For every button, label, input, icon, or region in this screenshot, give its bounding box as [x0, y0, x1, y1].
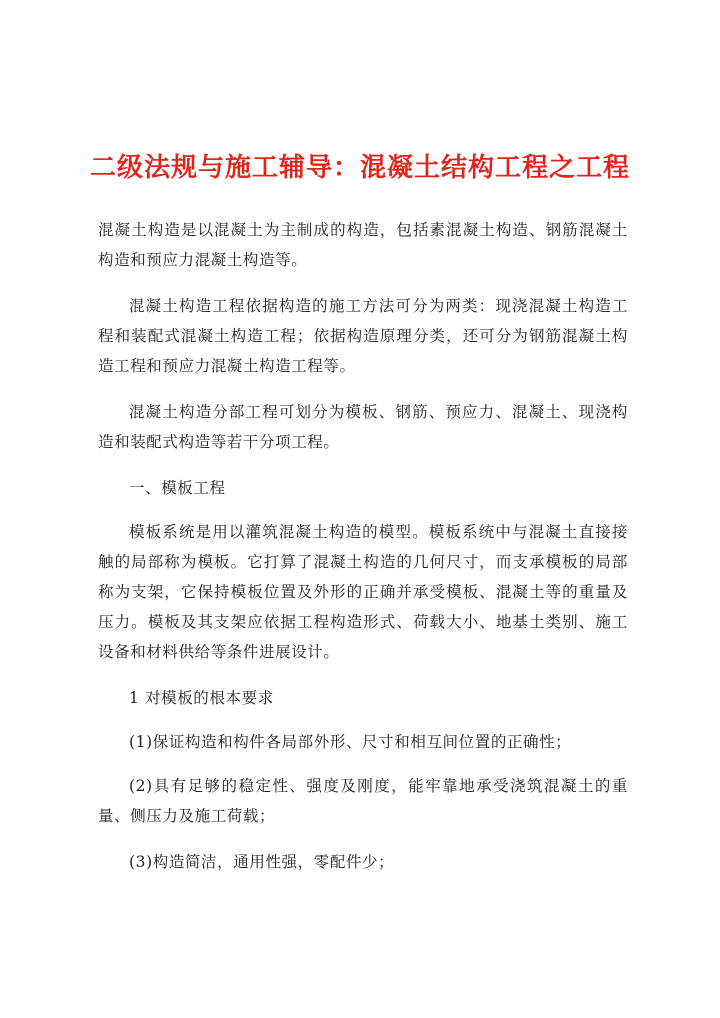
paragraph-formwork-system: 模板系统是用以灌筑混凝土构造的模型。模板系统中与混凝土直接接触的局部称为模板。它打算了混凝土构造的几何尺寸，而支承模板的局部称为支架，它保持模板位置及外形的正确并承受模板、混凝土等的重量及压力。模板及其支架应依据工程构造形式、荷载大小、地基土类别、施工设备和材料供给等条件进展设计。 — [98, 523, 628, 661]
subsection-heading-requirements: 1 对模板的根本要求 — [129, 689, 274, 707]
paragraph-subdivision: 混凝土构造分部工程可划分为模板、钢筋、预应力、混凝土、现浇构造和装配式构造等若干分项工程。 — [98, 403, 628, 451]
document-body — [98, 215, 628, 893]
list-item-requirement-2: (2)具有足够的稳定性、强度及刚度，能牢靠地承受浇筑混凝土的重量、侧压力及施工荷载； — [98, 777, 628, 825]
list-item-requirement-3: (3)构造简洁，通用性强，零配件少； — [129, 853, 395, 871]
paragraph-classification: 混凝土构造工程依据构造的施工方法可分为两类：现浇混凝土构造工程和装配式混凝土构造工程；依据构造原理分类，还可分为钢筋混凝土构造工程和预应力混凝土构造工程等。 — [98, 297, 628, 375]
list-item-requirement-1: (1)保证构造和构件各局部外形、尺寸和相互间位置的正确性； — [129, 733, 572, 751]
document-title: 二级法规与施工辅导：混凝土结构工程之工程 — [89, 153, 630, 183]
section-heading-formwork: 一、模板工程 — [129, 479, 226, 497]
paragraph-intro: 混凝土构造是以混凝土为主制成的构造，包括素混凝土构造、钢筋混凝土构造和预应力混凝土构造等。 — [98, 221, 628, 269]
